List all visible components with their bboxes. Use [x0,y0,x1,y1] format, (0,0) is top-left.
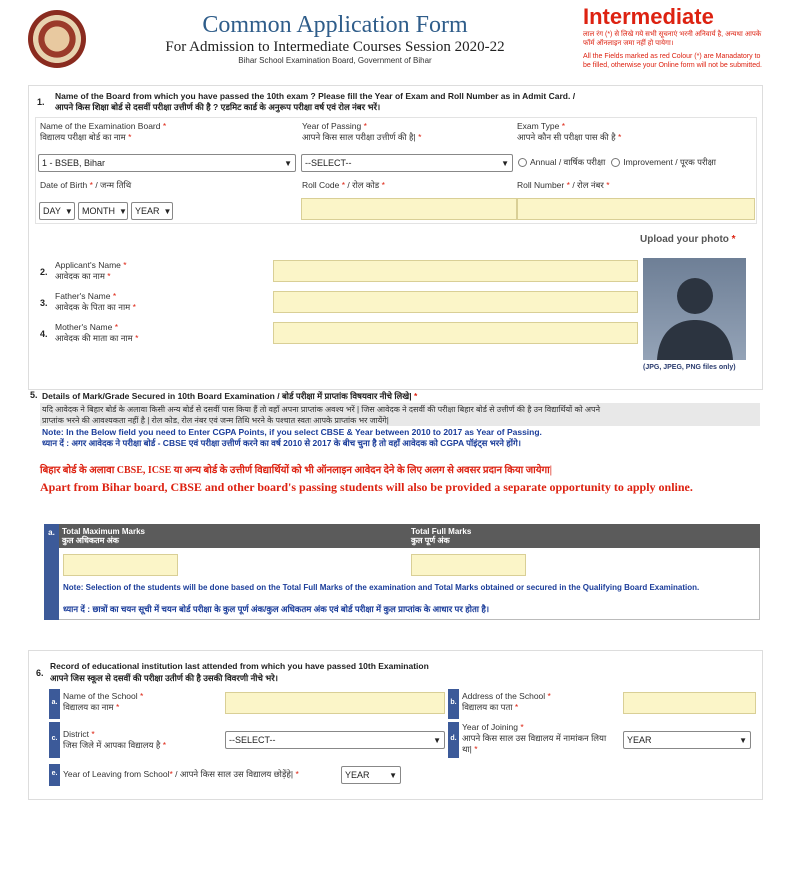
q6-letter-d: d. [448,722,459,758]
avatar-placeholder-icon [643,258,746,360]
chevron-down-icon: ▼ [501,158,509,168]
year-passing-label: Year of Passing * आपने किस साल परीक्षा उत्तीर्ण की है| * [302,121,422,142]
q2-number: 2. [40,267,48,277]
applicant-name-label: Applicant's Name * आवेदक का नाम * [55,260,127,281]
year-joining-select[interactable]: YEAR ▼ [623,731,751,749]
applicant-name-input[interactable] [273,260,638,282]
q6-letter-a: a. [49,689,60,719]
chevron-down-icon: ▼ [119,206,127,216]
cgpa-note-hi: ध्यान दें : अगर आवेदक ने परीक्षा बोर्ड - CBSE एवं परीक्षा उत्तीर्ण करने का वर्ष 2010 से 2017 के बीच चुना है तो वहाँ आवेदक को CGPA पॉइंट्स भरने होंगे। [42,438,521,448]
q6-number: 6. [36,668,44,678]
full-marks-input[interactable] [411,554,526,576]
dob-label: Date of Birth * / जन्म तिथि [40,180,132,190]
full-marks-header: Total Full Marks कुल पूर्ण अंक [411,527,472,545]
notice-en: Apart from Bihar board, CBSE and other board's passing students will also be provided a separate opportunity to apply online. [40,480,693,494]
school-name-label: Name of the School * विद्यालय का नाम * [63,691,144,712]
q1-number: 1. [37,97,45,107]
q4-number: 4. [40,329,48,339]
dob-year-select[interactable]: YEAR ▼ [131,202,173,220]
q6-letter-c: c. [49,722,60,758]
father-name-label: Father's Name * आवेदक के पिता का नाम * [55,291,136,312]
q6-title-hi: आपने जिस स्कूल से दसवीं की परीक्षा उतीर्ण की है उसकी विवरणी नीचे भरे। [50,673,278,683]
dob-month-select[interactable]: MONTH ▼ [78,202,128,220]
photo-file-note: (JPG, JPEG, PNG files only) [643,364,736,371]
q5-number: 5. [30,390,38,400]
chevron-down-icon: ▼ [389,770,397,780]
selection-note-en: Note: Selection of the students will be done based on the Total Full Marks of the examination and Total Marks obtained or secured in the Qualifying Board Examination. [63,583,700,592]
max-marks-input[interactable] [63,554,178,576]
exam-type-label: Exam Type * आपने कौन सी परीक्षा पास की है * [517,121,622,142]
mother-name-input[interactable] [273,322,638,344]
q6-title-en: Record of educational institution last attended from which you have passed 10th Examination [50,661,429,671]
radio-annual[interactable] [518,158,527,167]
q3-number: 3. [40,298,48,308]
cgpa-note-en: Note: In the Below field you need to Enter CGPA Points, if you select CBSE & Year between 2010 to 2017 as Year of Passing. [42,427,542,437]
marks-row-letter: a. [44,524,59,620]
roll-code-label: Roll Code * / रोल कोड * [302,180,385,190]
exam-type-radios: Annual / वार्षिक परीक्षा Improvement / पूरक परीक्षा [518,157,716,168]
mandatory-note-en: All the Fields marked as red Colour (*) are Manadatory to be filled, otherwise your Online form will not be submitted. [583,53,762,69]
q5-title: Details of Mark/Grade Secured in 10th Board Examination / बोर्ड परीक्षा में प्राप्तांक विषयवार नीचे लिखे| * [42,391,418,401]
q1-text-hi: आपने किस शिक्षा बोर्ड से दसवीं परीक्षा उत्तीर्ण की है ? एडमिट कार्ड के अनुरूप परीक्षा वर्ष एवं रोल नंबर भरें। [55,102,381,112]
year-leaving-select[interactable]: YEAR ▼ [341,766,401,784]
radio-improvement[interactable] [611,158,620,167]
chevron-down-icon: ▼ [163,206,172,216]
q5-info-line-2: प्राप्तांक भरने की आवश्यकता नहीं है | रोल कोड, रोल नंबर एवं जन्म तिथि भरने के पश्चात स्वतः आपके प्राप्तांक भर जायेंगे| [42,416,389,425]
chevron-down-icon: ▼ [64,206,73,216]
intermediate-badge: Intermediate [583,4,714,29]
marks-header-bar [59,524,760,548]
form-title: Common Application Form [202,12,468,38]
q5-info-line-1: यदि आवेदक ने बिहार बोर्ड के अलावा किसी अन्य बोर्ड से दसवीं पास किया हैं तो वहाँ अपना प्राप्तांक अवश्य भरें | जिस आवेदक ने दसवीं की परीक्षा बिहार बोर्ड से उत्तीर्ण की है उन विद्यार्थियों को अपने [42,405,601,414]
selection-note-hi: ध्यान दें : छात्रों का चयन सूची में चयन बोर्ड परीक्षा के कुल पूर्ण अंक/कुल अधिकतम अंक एवं बोर्ड परीक्षा में कुल प्राप्तांक के आधार पर होता है। [63,604,490,614]
school-address-input[interactable] [623,692,756,714]
bseb-logo [28,10,86,68]
q6-letter-e: e. [49,764,60,786]
roll-number-label: Roll Number * / रोल नंबर * [517,180,610,190]
upload-photo-label: Upload your photo * [640,234,736,245]
roll-code-input[interactable] [301,198,517,220]
roll-number-input[interactable] [517,198,755,220]
chevron-down-icon: ▼ [739,735,747,745]
photo-upload[interactable] [643,258,746,360]
district-select[interactable]: --SELECT-- ▼ [225,731,445,749]
dob-day-select[interactable]: DAY ▼ [39,202,75,220]
notice-hi: बिहार बोर्ड के अलावा CBSE, ICSE या अन्य बोर्ड के उत्तीर्ण विद्यार्थियों को भी ऑनलाइन आवेदन देने के लिए अलग से अवसर प्रदान किया जायेगा| [40,465,552,476]
form-subtitle: For Admission to Intermediate Courses Session 2020-22 [165,39,505,55]
max-marks-header: Total Maximum Marks कुल अधिकतम अंक [62,527,145,545]
chevron-down-icon: ▼ [433,735,441,745]
year-joining-label: Year of Joining * आपने किस साल उस विद्यालय में नामांकन लिया था| * [462,722,607,754]
q1-text-en: Name of the Board from which you have passed the 10th exam ? Please fill the Year of Exam and Roll Number as in Admit Card. / [55,91,576,101]
year-leaving-label: Year of Leaving from School* / आपने किस साल उस विद्यालय छोड़ेंहे| * [63,769,299,779]
q6-letter-b: b. [448,689,459,719]
year-passing-select[interactable]: --SELECT-- ▼ [301,154,513,172]
district-label: District * जिस जिले में आपका विद्यालय है * [63,729,167,750]
board-label: Name of the Examination Board * विद्यालय परीक्षा बोर्ड का नाम * [40,121,167,142]
school-name-input[interactable] [225,692,445,714]
mandatory-note-hi: लाल रंग (*) से लिखे गये सभी सूचनाएं भरनी अनिवार्य है, अन्यथा आपके फॉर्म ऑनलाइन जमा नहीं हो पायेगा। [583,31,762,47]
mother-name-label: Mother's Name * आवेदक की माता का नाम * [55,322,139,343]
board-select[interactable]: 1 - BSEB, Bihar ▼ [38,154,296,172]
board-name: Bihar School Examination Board, Government of Bihar [238,56,432,65]
chevron-down-icon: ▼ [284,158,292,168]
school-address-label: Address of the School * विद्यालय का पता * [462,691,551,712]
father-name-input[interactable] [273,291,638,313]
